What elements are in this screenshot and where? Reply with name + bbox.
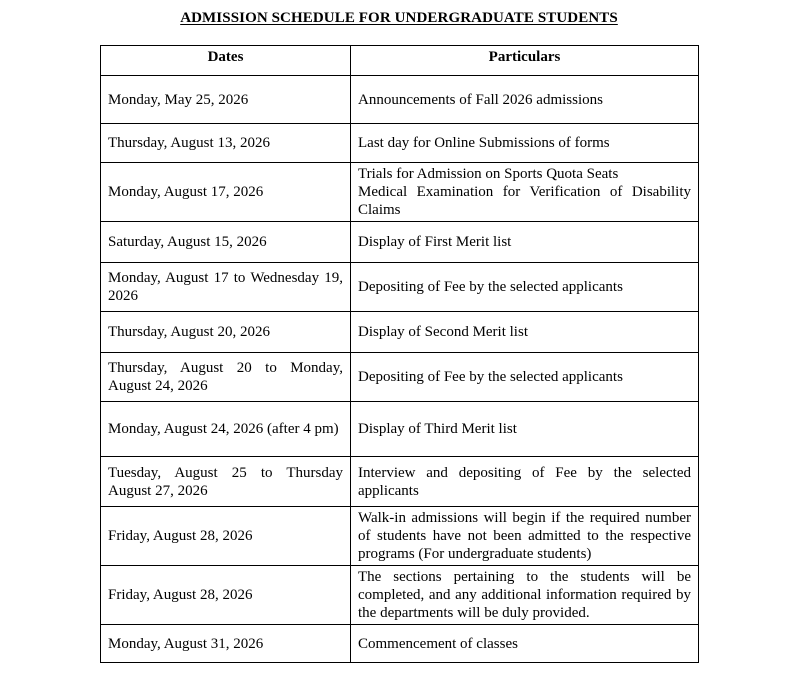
cell-date: Thursday, August 20 to Monday, August 24, 2026 — [101, 353, 351, 402]
table-row — [101, 312, 699, 353]
cell-particulars: Display of Second Merit list — [351, 312, 699, 353]
cell-date: Monday, August 17, 2026 — [101, 163, 351, 222]
cell-date: Thursday, August 20, 2026 — [101, 312, 351, 353]
cell-date: Monday, August 17 to Wednesday 19, 2026 — [101, 263, 351, 312]
schedule-table — [100, 45, 699, 663]
cell-particulars: Announcements of Fall 2026 admissions — [351, 76, 699, 124]
cell-particulars: Display of First Merit list — [351, 222, 699, 263]
table-row — [101, 124, 699, 163]
cell-date: Friday, August 28, 2026 — [101, 566, 351, 625]
table-row — [101, 163, 699, 222]
table-header — [101, 46, 699, 76]
table-row — [101, 507, 699, 566]
cell-date: Thursday, August 13, 2026 — [101, 124, 351, 163]
table-row — [101, 457, 699, 507]
cell-particulars: Depositing of Fee by the selected applicants — [351, 353, 699, 402]
header-particulars: Particulars — [351, 46, 699, 76]
table-row — [101, 402, 699, 457]
header-row — [101, 46, 699, 76]
cell-particulars: Walk-in admissions will begin if the required number of students have not been admitted to the respective programs (For undergraduate students) — [351, 507, 699, 566]
table-row — [101, 625, 699, 663]
table-row — [101, 353, 699, 402]
table-row — [101, 222, 699, 263]
cell-particulars: Last day for Online Submissions of forms — [351, 124, 699, 163]
cell-date: Tuesday, August 25 to Thursday August 27, 2026 — [101, 457, 351, 507]
header-dates: Dates — [101, 46, 351, 76]
cell-particulars: Display of Third Merit list — [351, 402, 699, 457]
cell-date: Monday, August 24, 2026 (after 4 pm) — [101, 402, 351, 457]
cell-particulars: Commencement of classes — [351, 625, 699, 663]
cell-date: Saturday, August 15, 2026 — [101, 222, 351, 263]
cell-particulars: Trials for Admission on Sports Quota Seats Medical Examination for Verification of Disability Claims — [351, 163, 699, 222]
cell-date: Friday, August 28, 2026 — [101, 507, 351, 566]
document-title: ADMISSION SCHEDULE FOR UNDERGRADUATE STUDENTS — [180, 10, 618, 26]
table-row — [101, 566, 699, 625]
table-body — [101, 76, 699, 663]
cell-particulars: The sections pertaining to the students will be completed, and any additional information required by the departments will be duly provided. — [351, 566, 699, 625]
table-row — [101, 263, 699, 312]
table-row — [101, 76, 699, 124]
cell-particulars: Depositing of Fee by the selected applicants — [351, 263, 699, 312]
cell-date: Monday, August 31, 2026 — [101, 625, 351, 663]
cell-particulars: Interview and depositing of Fee by the selected applicants — [351, 457, 699, 507]
cell-date: Monday, May 25, 2026 — [101, 76, 351, 124]
